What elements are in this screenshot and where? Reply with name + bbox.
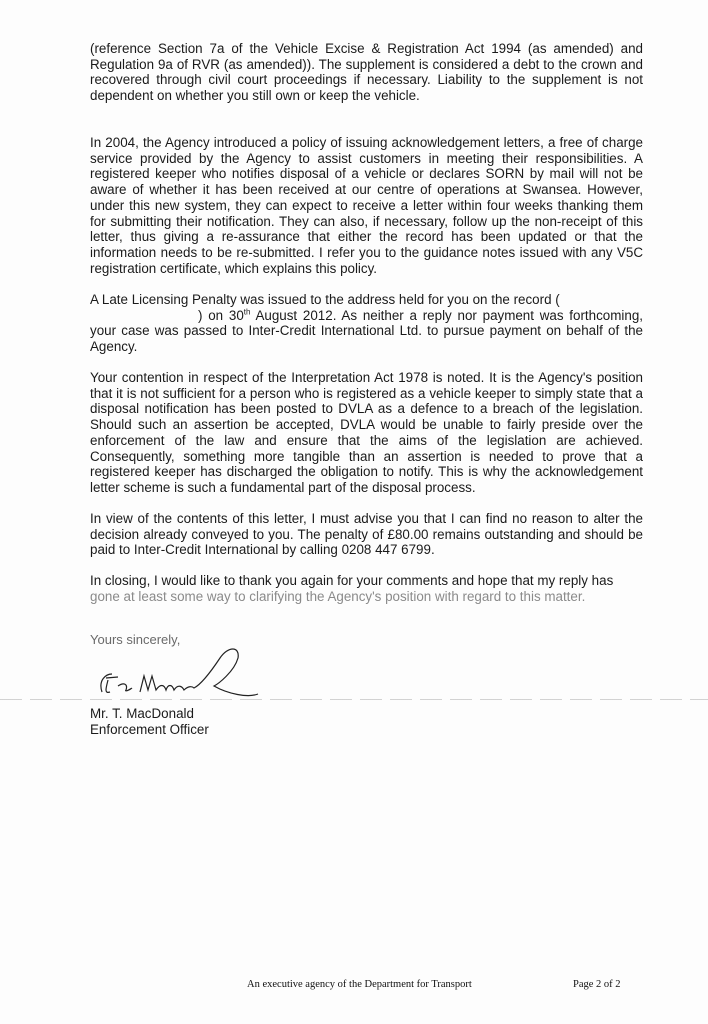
paragraph-penalty-outstanding: In view of the contents of this letter, I must advise you that I can find no reason to alter the decision already conveyed to you. The penalty of £80.00 remains outstanding and should be paid to Inter-Credit International by calling 0208 447 6799.	[90, 511, 643, 558]
signature-icon	[88, 640, 268, 702]
closing-line-2: gone at least some way to clarifying the Agency's position with regard to this matter.	[90, 588, 586, 604]
penalty-date-prefix: ) on 30	[198, 307, 244, 323]
footer-page-number: Page 2 of 2	[573, 979, 621, 990]
penalty-text-after: August 2012. As neither a reply nor payment was forthcoming, your case was passed to Inter-Credit International Ltd. to pursue payment on behalf of the Agency.	[90, 307, 643, 355]
ordinal-suffix: th	[243, 307, 251, 317]
signatory-title: Enforcement Officer	[90, 722, 209, 737]
signatory-block	[90, 706, 209, 738]
closing-line-1: In closing, I would like to thank you again for your comments and hope that my reply has	[90, 573, 614, 588]
signatory-name: Mr. T. MacDonald	[90, 706, 194, 721]
paragraph-interpretation-act: Your contention in respect of the Interpretation Act 1978 is noted. It is the Agency's position that it is not sufficient for a person who is registered as a vehicle keeper to simply state that a disposal notification has been posted to DVLA as a defence to a breach of the legislation. Should such an assertion be accepted, DVLA would be unable to fairly preside over the enforcement of the law and ensure that the aims of the legislation are achieved. Consequently, something more tangible than an assertion is needed to prove that a registered keeper has discharged the obligation to notify. This is why the acknowledgement letter scheme is such a fundamental part of the disposal process.	[90, 370, 643, 495]
fold-line	[0, 699, 708, 700]
valediction: Yours sincerely,	[90, 632, 181, 647]
paragraph-legislation-reference: (reference Section 7a of the Vehicle Excise & Registration Act 1994 (as amended) and Regulation 9a of RVR (as amended)). The supplement is considered a debt to the crown and recovered through civil court proceedings if necessary. Liability to the supplement is not dependent on whether you still own or keep the vehicle.	[90, 41, 643, 104]
penalty-text-before: A Late Licensing Penalty was issued to the address held for you on the record (	[90, 292, 560, 307]
paragraph-closing-remarks	[90, 573, 643, 604]
footer-agency-line: An executive agency of the Department for Transport	[247, 979, 472, 990]
paragraph-acknowledgement-policy: In 2004, the Agency introduced a policy of issuing acknowledgement letters, a free of charge service provided by the Agency to assist customers in meeting their responsibilities. A registered keeper who notifies disposal of a vehicle or declares SORN by mail will not be aware of whether it has been received at our centre of operations at Swansea. However, under this new system, they can expect to receive a letter within four weeks thanking them for submitting their notification. They can also, if necessary, follow up the non-receipt of this letter, thus giving a re-assurance that either the record has been updated or that the information needs to be re-submitted. I refer you to the guidance notes issued with any V5C registration certificate, which explains this policy.	[90, 135, 643, 276]
paragraph-late-licensing-penalty	[90, 292, 643, 355]
